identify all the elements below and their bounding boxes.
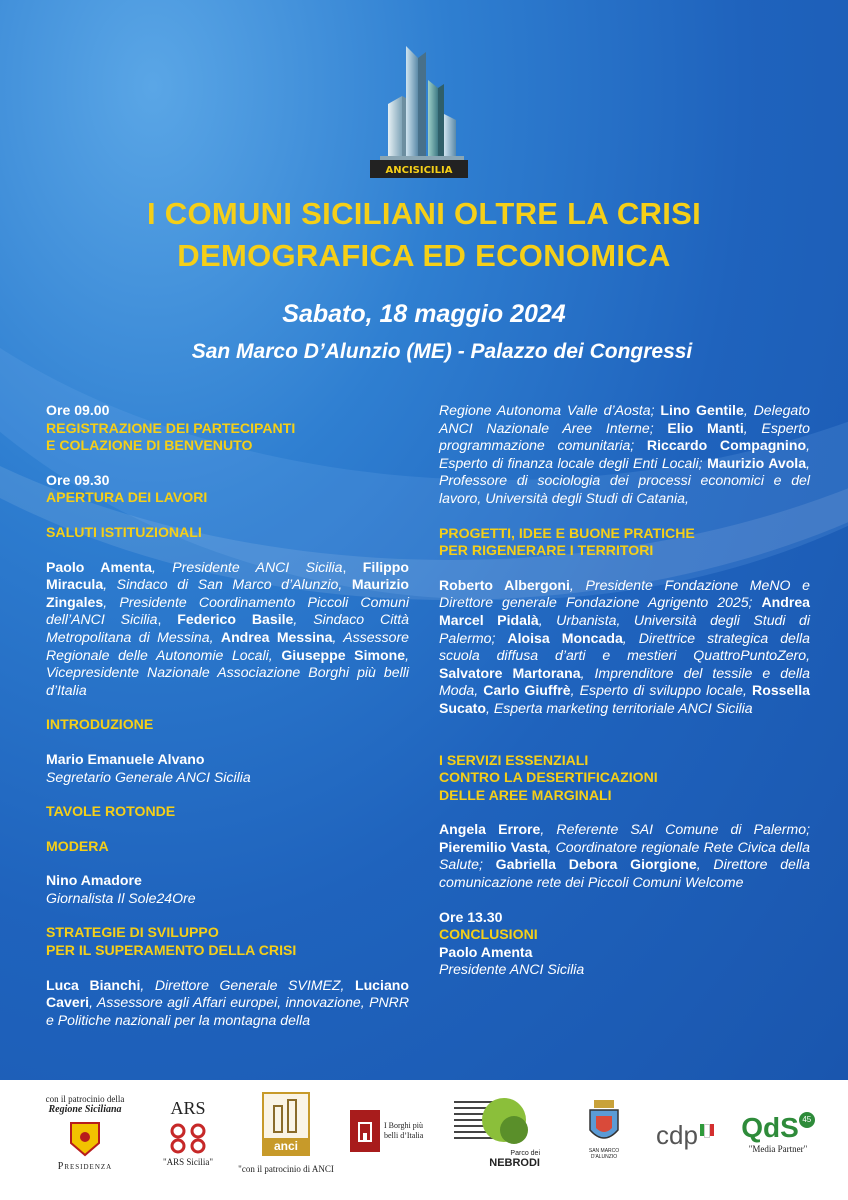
separator: , xyxy=(342,558,363,575)
speaker-role: Giornalista Il Sole24Ore xyxy=(46,889,196,906)
speaker-name: Angela Errore xyxy=(439,821,541,838)
crest-icon xyxy=(584,1098,624,1148)
services-speakers xyxy=(439,821,810,891)
speaker-name: Maurizio Avola xyxy=(707,454,807,471)
regione-siciliana-logo xyxy=(30,1094,140,1172)
ars-text: ARS xyxy=(170,1098,206,1118)
section-heading: INTRODUZIONE xyxy=(46,716,154,733)
tower-icon xyxy=(355,1119,375,1143)
strategy-speakers xyxy=(46,977,409,1030)
speaker-role: , Imprenditore del tessile e della Moda, xyxy=(439,664,810,699)
speaker-role: , Presidente ANCI Sicilia xyxy=(151,558,343,575)
speaker-role: Segretario Generale ANCI Sicilia xyxy=(46,768,251,785)
speaker-role: , Esperto di finanza locale degli Enti Locali; xyxy=(439,437,810,471)
speaker-role: , Assessore Regionale delle Autonomie Locali, xyxy=(46,628,410,663)
section-heading: DELLE AREE MARGINALI xyxy=(439,786,612,803)
speaker-role: , Coordinatore regionale Rete Civica della Salute; xyxy=(439,838,810,873)
speaker-role: , Referente SAI Comune di Palermo; xyxy=(540,821,810,838)
speaker-name: Pieremilio Vasta xyxy=(439,838,548,855)
cdp-text: cdp xyxy=(656,1120,698,1150)
speaker-role: , Esperto programmazione comunitaria; xyxy=(439,419,810,454)
speaker-name: Giuseppe Simone xyxy=(281,646,406,663)
qds-text: QdS xyxy=(741,1112,799,1143)
ars-logo xyxy=(158,1098,218,1167)
section-heading: CONCLUSIONI xyxy=(439,926,538,943)
anci-logo xyxy=(236,1092,336,1174)
speaker-name: Aloisa Moncada xyxy=(507,629,623,646)
speaker-role: , Urbanista, Università degli Studi di Palermo; xyxy=(439,611,810,646)
tree-icon xyxy=(454,1096,534,1152)
speaker-name: Andrea Marcel Pidalà xyxy=(439,594,810,628)
speaker-name: Nino Amadore xyxy=(46,872,142,889)
time-label: Ore 09.00 xyxy=(46,402,110,418)
speaker-role: , Professore di sociologia dei processi economici e del lavoro, Università degli Studi di Catania, xyxy=(439,454,810,506)
nebrodi-text: NEBRODI xyxy=(489,1157,540,1169)
comune-crest-logo xyxy=(578,1098,630,1160)
trinacria-icon xyxy=(65,1119,105,1159)
speaker-name: Mario Emanuele Alvano xyxy=(46,750,205,767)
program-left-column xyxy=(46,402,409,1029)
speaker-role: Presidente ANCI Sicilia xyxy=(439,961,585,978)
section-heading: MODERA xyxy=(46,837,109,854)
regione-name: Regione Siciliana xyxy=(48,1104,122,1115)
qds-logo xyxy=(738,1112,818,1154)
section-heading: STRATEGIE DI SVILUPPO xyxy=(46,924,219,941)
speaker-role: , Esperto di sviluppo locale, xyxy=(570,682,753,699)
event-date: Sabato, 18 maggio 2024 xyxy=(282,300,566,328)
qds-badge: 45 xyxy=(799,1112,815,1128)
separator: , xyxy=(157,611,178,628)
speaker-name: Lino Gentile xyxy=(660,402,744,418)
ars-caption: "ARS Sicilia" xyxy=(162,1157,214,1167)
patronage-caption: con il patrocinio della xyxy=(45,1094,125,1104)
speaker-name: Carlo Giuffrè xyxy=(483,682,571,699)
section-heading: APERTURA DEI LAVORI xyxy=(46,489,208,506)
speaker-name: Paolo Amenta xyxy=(439,943,533,960)
speaker-role: , Assessore agli Affari europei, innovazione, PNRR e Politiche nazionali per la montagna della xyxy=(46,994,409,1028)
section-heading: SALUTI ISTITUZIONALI xyxy=(46,523,202,540)
section-heading: PROGETTI, IDEE E BUONE PRATICHE xyxy=(439,524,695,541)
event-title-line-2: DEMOGRAFICA ED ECONOMICA xyxy=(177,238,671,273)
speaker-role: , Vicepresidente Nazionale Associazione Borghi più belli d’Italia xyxy=(46,646,409,698)
partner-logos-strip xyxy=(0,1080,848,1200)
presidenza-caption: Presidenza xyxy=(57,1161,113,1172)
event-place: San Marco D’Alunzio (ME) - Palazzo dei Congressi xyxy=(191,340,693,363)
speaker-name: Salvatore Martorana xyxy=(439,664,581,681)
strategy-speakers-continued xyxy=(439,402,810,508)
section-heading: CONTRO LA DESERTIFICAZIONI xyxy=(439,769,658,786)
cdp-logo xyxy=(648,1120,722,1151)
projects-speakers xyxy=(439,577,810,718)
speaker-name: Rossella Sucato xyxy=(439,682,811,716)
borghi-text: I Borghi più belli d’Italia xyxy=(384,1121,424,1140)
speaker-role: , Esperta marketing territoriale ANCI Sicilia xyxy=(486,699,753,716)
speaker-name: Gabriella Debora Giorgione xyxy=(495,856,697,873)
speaker-role: , Direttore Generale SVIMEZ, xyxy=(140,976,355,993)
speaker-name: Federico Basile xyxy=(177,611,294,628)
speaker-name: Andrea Messina xyxy=(220,628,333,645)
ars-emblem-icon xyxy=(166,1121,210,1155)
speaker-name: Elio Manti xyxy=(667,419,744,436)
time-label: Ore 13.30 xyxy=(439,908,503,925)
anci-sicilia-logo xyxy=(366,44,472,180)
anci-text: anci xyxy=(264,1138,308,1154)
section-heading: PER RIGENERARE I TERRITORI xyxy=(439,542,654,559)
time-label: Ore 09.30 xyxy=(46,471,110,488)
nebrodi-small-text: Parco dei xyxy=(510,1150,540,1157)
parco-nebrodi-logo xyxy=(454,1096,540,1169)
speaker-role: , Presidente Fondazione MeNO e Direttore generale Fondazione Agrigento 2025; xyxy=(439,576,811,611)
speaker-role: , Sindaco di San Marco d’Alunzio, xyxy=(103,576,352,593)
event-title-line-1: I COMUNI SICILIANI OLTRE LA CRISI xyxy=(146,196,702,231)
greetings-speakers xyxy=(46,559,409,700)
qds-caption: "Media Partner" xyxy=(748,1144,808,1154)
speaker-role: , Direttore della comunicazione rete dei Piccoli Comuni Welcome xyxy=(439,856,810,891)
speaker-name: Luciano Caveri xyxy=(46,976,409,1011)
speaker-name: Riccardo Compagnino xyxy=(646,437,807,454)
speaker-name: Paolo Amenta xyxy=(46,558,152,575)
borghi-logo xyxy=(350,1110,436,1156)
anci-caption: "con il patrocinio di ANCI xyxy=(238,1164,334,1174)
logo-text: ANCISICILIA xyxy=(385,165,453,176)
castle-icon xyxy=(266,1096,306,1136)
speaker-name: Luca Bianchi xyxy=(46,976,141,993)
speaker-name: Filippo Miracula xyxy=(46,558,409,593)
program-right-column xyxy=(439,402,810,979)
section-heading: E COLAZIONE DI BENVENUTO xyxy=(46,437,253,454)
section-heading: TAVOLE ROTONDE xyxy=(46,803,176,820)
speaker-name: Maurizio Zingales xyxy=(46,576,409,610)
speaker-role: , Direttrice strategica della scuola diffusa d’arti e mestieri QuattroPuntoZero, xyxy=(439,629,810,664)
section-heading: PER IL SUPERAMENTO DELLA CRISI xyxy=(46,942,297,959)
comune-caption: SAN MARCO D'ALUNZIO xyxy=(588,1148,620,1160)
section-heading: REGISTRAZIONE DEI PARTECIPANTI xyxy=(46,419,296,436)
speaker-role: , Presidente Coordinamento Piccoli Comuni dell’ANCI Sicilia xyxy=(46,593,409,628)
speaker-role: , Delegato ANCI Nazionale Aree Interne; xyxy=(439,402,811,436)
speaker-role: Regione Autonoma Valle d’Aosta; xyxy=(439,402,661,418)
speaker-name: Roberto Albergoni xyxy=(439,576,570,593)
speaker-role: , Sindaco Città Metropolitana di Messina, xyxy=(46,611,409,645)
section-heading: I SERVIZI ESSENZIALI xyxy=(439,751,589,768)
